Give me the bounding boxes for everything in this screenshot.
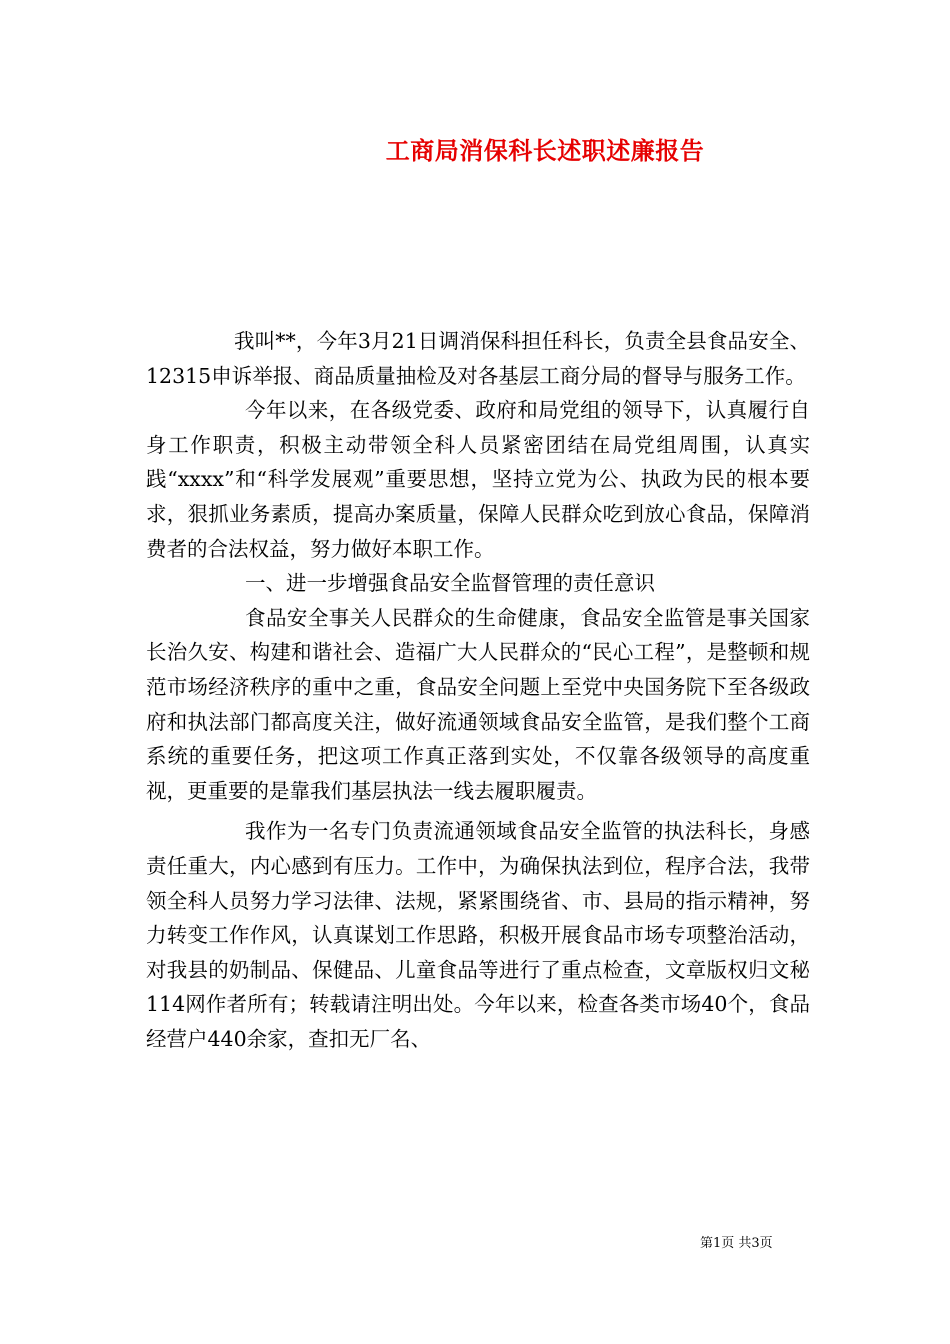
page-number-footer: 第1页 共3页 — [700, 1236, 773, 1251]
document-title: 工商局消保科长述职述廉报告 — [385, 136, 705, 165]
paragraph-food-safety: 食品安全事关人民群众的生命健康，食品安全监管是事关国家长治久安、构建和谐社会、造福广大人民群众的“民心工程”，是整顿和规范市场经济秩序的重中之重，食品安全问题上至党中央国务院下至各级政府和执法部门都高度关注，做好流通领域食品安全监管，是我们整个工商系统的重要任务，把这项工作真正落到实处，不仅靠各级领导的高度重视，更重要的是靠我们基层执法一线去履职履责。 — [146, 605, 810, 803]
paragraph-overview: 今年以来，在各级党委、政府和局党组的领导下，认真履行自身工作职责，积极主动带领全科人员紧密团结在局党组周围，认真实践“xxxx”和“科学发展观”重要思想，坚持立党为公、执政为民的根本要求，狠抓业务素质，提高办案质量，保障人民群众吃到放心食品，保障消费者的合法权益，努力做好本职工作。 — [146, 398, 810, 561]
section-heading-1: 一、进一步增强食品安全监督管理的责任意识 — [245, 571, 655, 596]
paragraph-intro: 我叫**，今年3月21日调消保科担任科长，负责全县食品安全、12315申诉举报、商品质量抽检及对各基层工商分局的督导与服务工作。 — [146, 329, 810, 388]
paragraph-responsibility: 我作为一名专门负责流通领域食品安全监管的执法科长，身感责任重大，内心感到有压力。工作中，为确保执法到位，程序合法，我带领全科人员努力学习法律、法规，紧紧围绕省、市、县局的指示精神，努力转变工作作风，认真谋划工作思路，积极开展食品市场专项整治活动，对我县的奶制品、保健品、儿童食品等进行了重点检查，文章版权归文秘114网作者所有；转载请注明出处。今年以来，检查各类市场40个，食品经营户440余家，查扣无厂名、 — [146, 819, 810, 1051]
document-body — [146, 324, 810, 1056]
